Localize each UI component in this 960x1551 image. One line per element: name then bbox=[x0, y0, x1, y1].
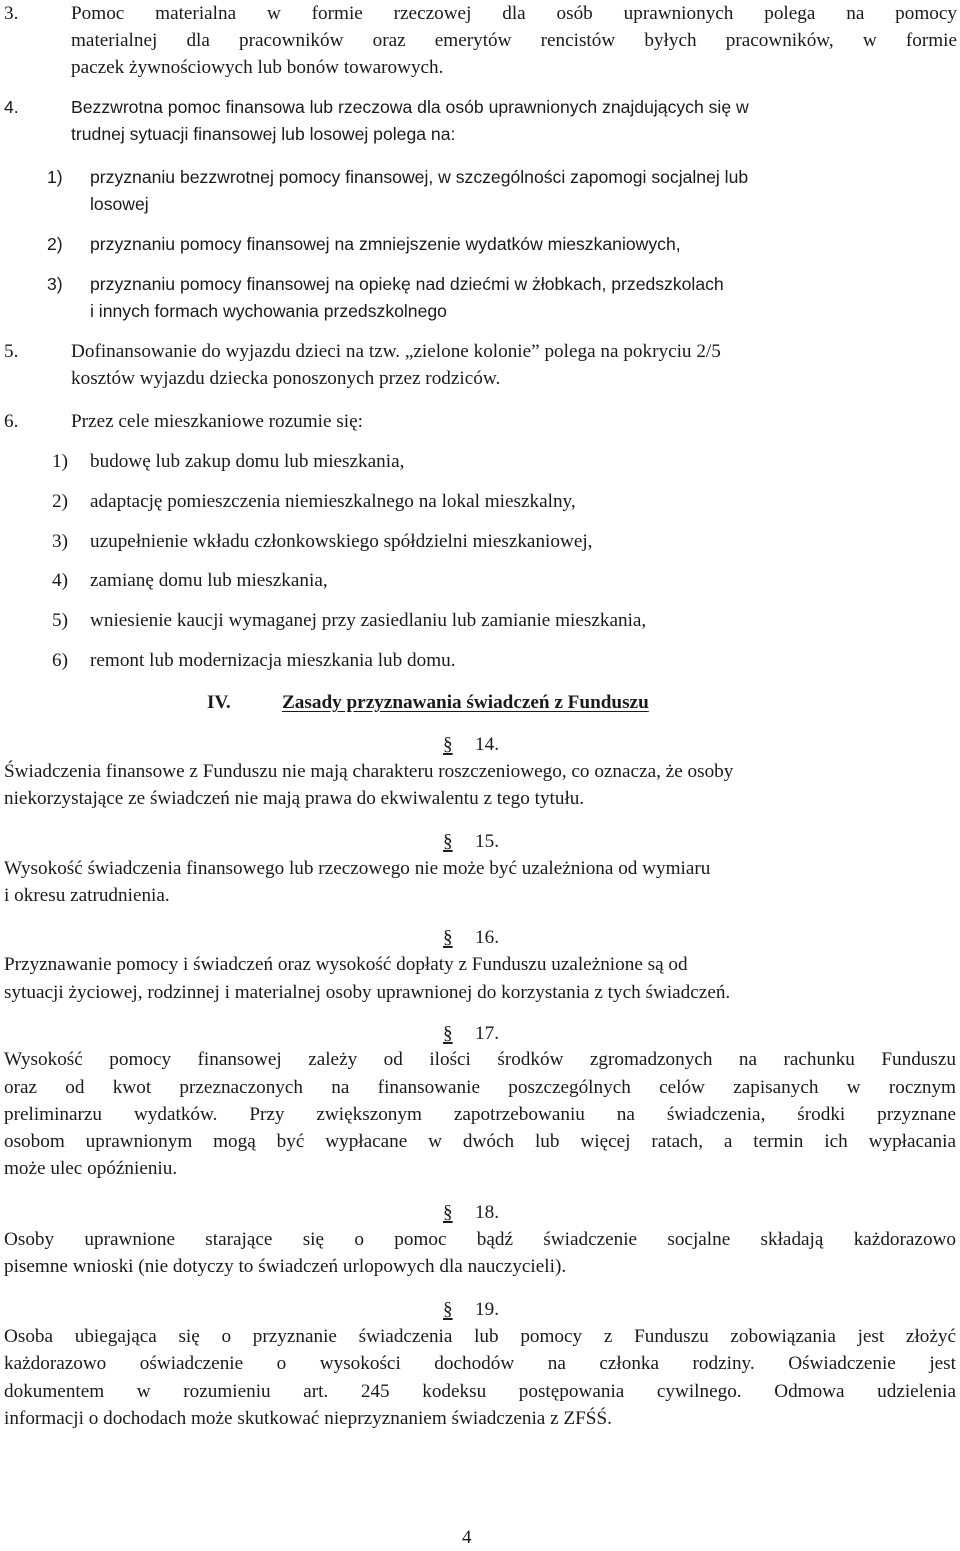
paragraph-16-line-1: Przyznawanie pomocy i świadczeń oraz wysokość dopłaty z Funduszu uzależnione są od bbox=[4, 954, 688, 975]
item-6-sub-2-text: adaptację pomieszczenia niemieszkalnego na lokal mieszkalny, bbox=[90, 491, 576, 512]
item-6-number: 6. bbox=[4, 411, 19, 432]
item-5-number: 5. bbox=[4, 341, 19, 362]
paragraph-16-line-2: sytuacji życiowej, rodzinnej i materialnej osoby uprawnionej do korzystania z tych świadczeń. bbox=[4, 982, 731, 1003]
paragraph-symbol-16: § bbox=[443, 927, 453, 948]
item-4-line-1: Bezzwrotna pomoc finansowa lub rzeczowa dla osób uprawnionych znajdujących się w bbox=[71, 97, 749, 117]
paragraph-symbol-17: § bbox=[443, 1023, 453, 1044]
item-4-sub-2-line-1: przyznaniu pomocy finansowej na zmniejszenie wydatków mieszkaniowych, bbox=[90, 234, 681, 254]
item-4-sub-3-number: 3) bbox=[47, 274, 63, 294]
item-6-sub-3-text: uzupełnienie wkładu członkowskiego spółdzielni mieszkaniowej, bbox=[90, 531, 593, 552]
item-6-sub-2-number: 2) bbox=[52, 491, 68, 512]
item-5-line-1: Dofinansowanie do wyjazdu dzieci na tzw. „zielone kolonie” polega na pokryciu 2/5 bbox=[71, 341, 721, 362]
item-6-line-1: Przez cele mieszkaniowe rozumie się: bbox=[71, 411, 363, 432]
item-6-sub-4-text: zamianę domu lub mieszkania, bbox=[90, 570, 328, 591]
paragraph-number-18: 18. bbox=[475, 1202, 499, 1223]
item-6-sub-5-number: 5) bbox=[52, 610, 68, 631]
paragraph-symbol-19: § bbox=[443, 1299, 453, 1320]
item-5-line-2: kosztów wyjazdu dziecka ponoszonych przez rodziców. bbox=[71, 368, 501, 389]
item-4-sub-1-line-2: losowej bbox=[90, 194, 149, 214]
paragraph-17-line-4: osobom uprawnionym mogą być wypłacane w dwóch lub więcej ratach, a termin ich wypłacania bbox=[4, 1131, 956, 1152]
paragraph-number-19: 19. bbox=[475, 1299, 499, 1320]
item-3-number: 3. bbox=[4, 3, 19, 24]
paragraph-18-line-1: Osoby uprawnione starające się o pomoc bądź świadczenie socjalne składają każdorazowo bbox=[4, 1229, 956, 1250]
item-6-sub-4-number: 4) bbox=[52, 570, 68, 591]
paragraph-19-line-2: każdorazowo oświadczenie o wysokości dochodów na członka rodziny. Oświadczenie jest bbox=[4, 1353, 956, 1374]
page-number: 4 bbox=[462, 1527, 472, 1548]
paragraph-symbol-15: § bbox=[443, 831, 453, 852]
item-6-sub-1-number: 1) bbox=[52, 451, 68, 472]
paragraph-number-17: 17. bbox=[475, 1023, 499, 1044]
item-6-sub-3-number: 3) bbox=[52, 531, 68, 552]
paragraph-15-line-1: Wysokość świadczenia finansowego lub rzeczowego nie może być uzależniona od wymiaru bbox=[4, 858, 711, 879]
item-4-sub-1-number: 1) bbox=[47, 167, 63, 187]
paragraph-14-line-2: niekorzystające ze świadczeń nie mają prawa do ekwiwalentu z tego tytułu. bbox=[4, 788, 585, 809]
item-3-line-3: paczek żywnościowych lub bonów towarowych. bbox=[71, 57, 444, 78]
paragraph-number-14: 14. bbox=[475, 734, 499, 755]
paragraph-17-line-1: Wysokość pomocy finansowej zależy od ilości środków zgromadzonych na rachunku Funduszu bbox=[4, 1049, 956, 1070]
paragraph-symbol-14: § bbox=[443, 734, 453, 755]
item-4-sub-2-number: 2) bbox=[47, 234, 63, 254]
paragraph-symbol-18: § bbox=[443, 1202, 453, 1223]
paragraph-19-line-4: informacji o dochodach może skutkować nieprzyznaniem świadczenia z ZFŚŚ. bbox=[4, 1408, 612, 1429]
paragraph-19-line-1: Osoba ubiegająca się o przyznanie świadczenia lub pomocy z Funduszu zobowiązania jest złożyć bbox=[4, 1326, 956, 1347]
item-4-line-2: trudnej sytuacji finansowej lub losowej polega na: bbox=[71, 124, 456, 144]
paragraph-14-line-1: Świadczenia finansowe z Funduszu nie mają charakteru roszczeniowego, co oznacza, że osoby bbox=[4, 761, 734, 782]
paragraph-17-line-5: może ulec opóźnieniu. bbox=[4, 1158, 178, 1179]
paragraph-17-line-3: preliminarzu wydatków. Przy zwiększonym zapotrzebowaniu na świadczenia, środki przyznane bbox=[4, 1104, 956, 1125]
item-4-sub-3-line-2: i innych formach wychowania przedszkolnego bbox=[90, 301, 447, 321]
paragraph-17-line-2: oraz od kwot przeznaczonych na finansowanie poszczególnych celów zapisanych w rocznym bbox=[4, 1077, 956, 1098]
section-title: Zasady przyznawania świadczeń z Funduszu bbox=[282, 692, 649, 713]
item-6-sub-5-text: wniesienie kaucji wymaganej przy zasiedlaniu lub zamianie mieszkania, bbox=[90, 610, 647, 631]
item-4-number: 4. bbox=[4, 97, 19, 117]
item-4-sub-1-line-1: przyznaniu bezzwrotnej pomocy finansowej, w szczególności zapomogi socjalnej lub bbox=[90, 167, 749, 187]
paragraph-18-line-2: pisemne wnioski (nie dotyczy to świadczeń urlopowych dla nauczycieli). bbox=[4, 1256, 567, 1277]
paragraph-number-16: 16. bbox=[475, 927, 499, 948]
item-6-sub-1-text: budowę lub zakup domu lub mieszkania, bbox=[90, 451, 405, 472]
paragraph-number-15: 15. bbox=[475, 831, 499, 852]
item-6-sub-6-text: remont lub modernizacja mieszkania lub domu. bbox=[90, 650, 456, 671]
paragraph-15-line-2: i okresu zatrudnienia. bbox=[4, 885, 170, 906]
section-number: IV. bbox=[207, 692, 231, 713]
item-3-line-2: materialnej dla pracowników oraz emerytów rencistów byłych pracowników, w formie bbox=[71, 30, 957, 51]
item-3-line-1: Pomoc materialna w formie rzeczowej dla osób uprawnionych polega na pomocy bbox=[71, 3, 957, 24]
paragraph-19-line-3: dokumentem w rozumieniu art. 245 kodeksu postępowania cywilnego. Odmowa udzielenia bbox=[4, 1381, 956, 1402]
item-4-sub-3-line-1: przyznaniu pomocy finansowej na opiekę nad dziećmi w żłobkach, przedszkolach bbox=[90, 274, 724, 294]
item-6-sub-6-number: 6) bbox=[52, 650, 68, 671]
